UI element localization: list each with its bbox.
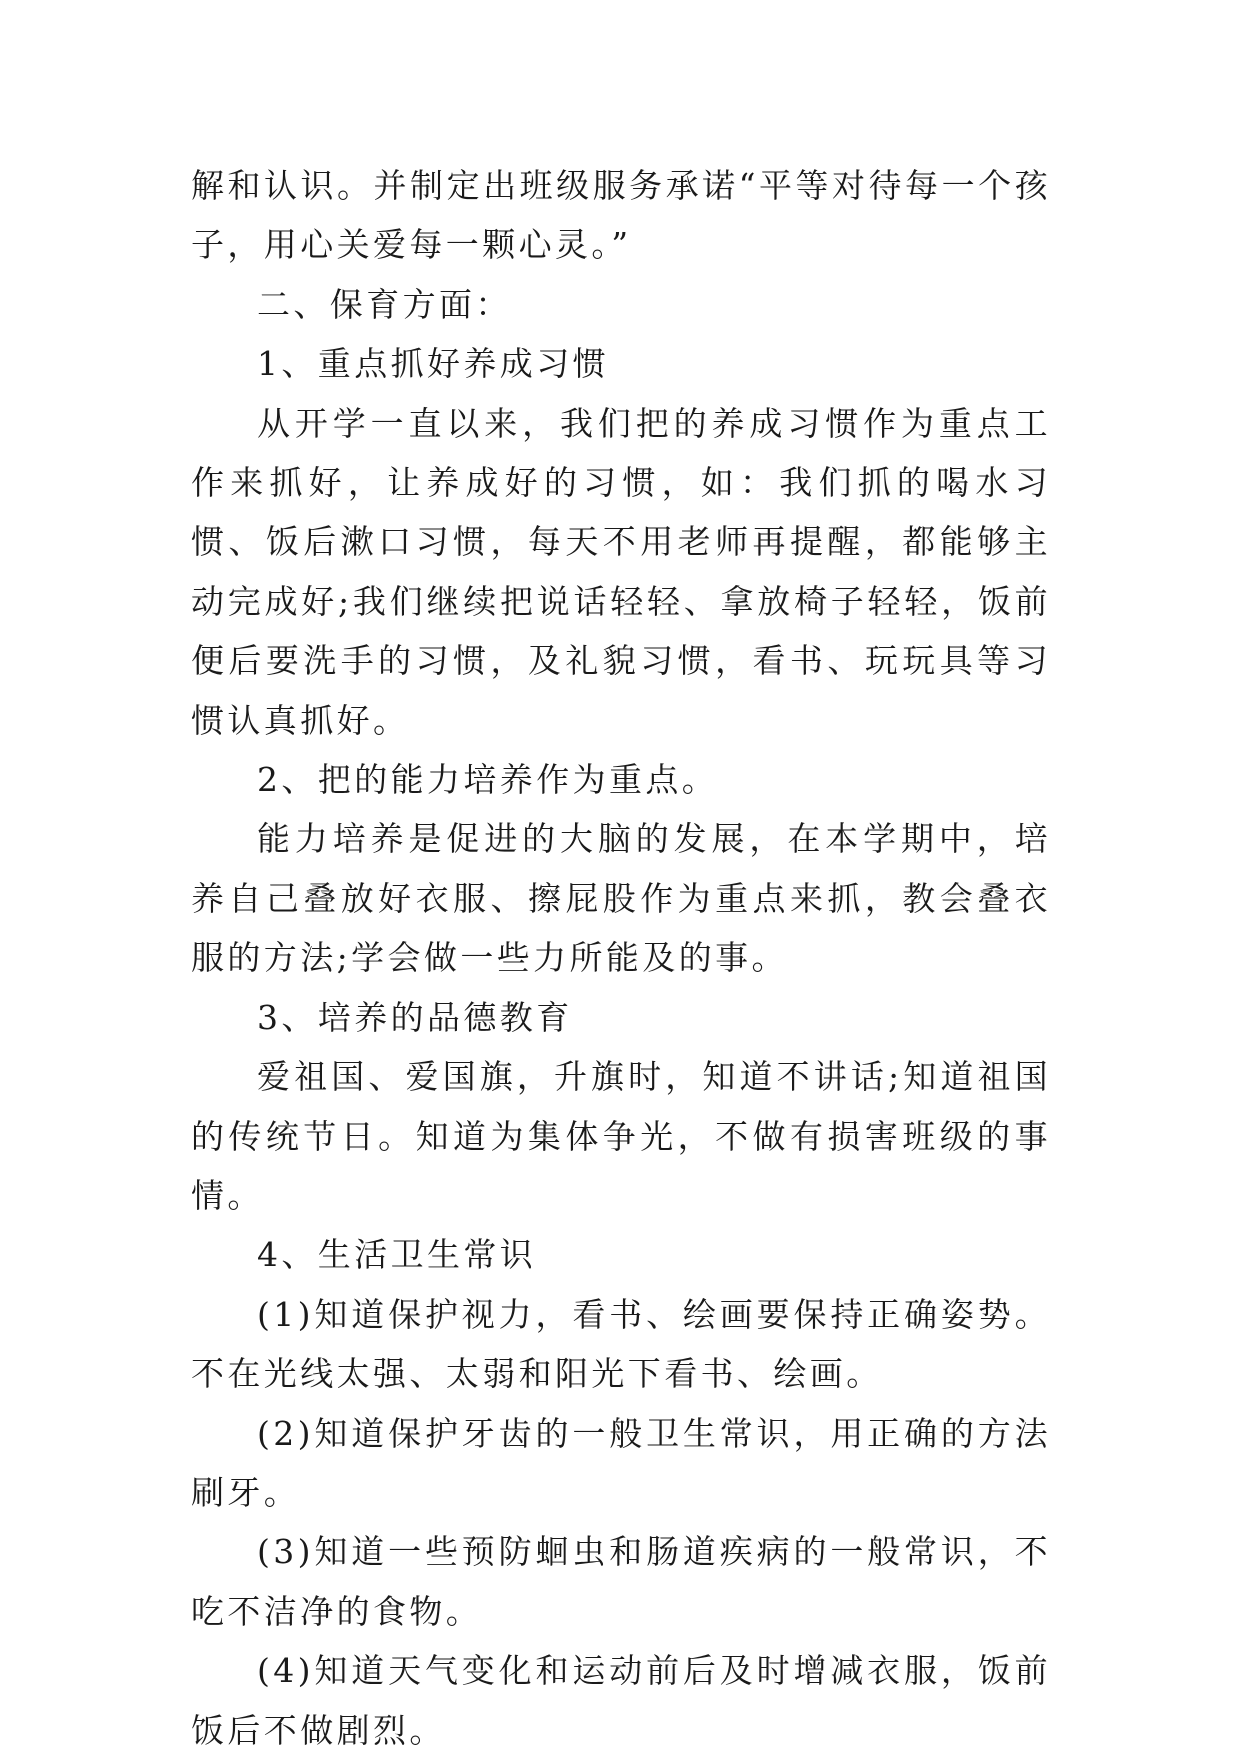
paragraph-habits: 从开学一直以来，我们把的养成习惯作为重点工作来抓好，让养成好的习惯，如：我们抓的喝水习惯、饭后漱口习惯，每天不用老师再提醒，都能够主动完成好;我们继续把说话轻轻、拿放椅子轻轻，饭前便后要洗手的习惯，及礼貌习惯，看书、玩玩具等习惯认真抓好。 <box>191 403 1051 740</box>
subheading-moral-education: 3、培养的品德教育 <box>257 997 573 1037</box>
subheading-habits: 1、重点抓好养成习惯 <box>257 344 609 384</box>
list-item-hygiene-4: (4)知道天气变化和运动前后及时增减衣服，饭前饭后不做剧烈。 <box>191 1651 1051 1750</box>
paragraph-moral-education: 爱祖国、爱国旗，升旗时，知道不讲话;知道祖国的传统节日。知道为集体争光，不做有损害班级的事情。 <box>191 1057 1051 1215</box>
list-item-hygiene-2: (2)知道保护牙齿的一般卫生常识，用正确的方法刷牙。 <box>191 1413 1051 1512</box>
subheading-hygiene: 4、生活卫生常识 <box>257 1235 537 1275</box>
paragraph-ability: 能力培养是促进的大脑的发展，在本学期中，培养自己叠放好衣服、擦屁股作为重点来抓，教会叠衣服的方法;学会做一些力所能及的事。 <box>191 819 1051 978</box>
document-body <box>191 156 1051 1760</box>
list-item-hygiene-1: (1)知道保护视力，看书、绘画要保持正确姿势。不在光线太强、太弱和阳光下看书、绘画。 <box>191 1294 1051 1394</box>
subheading-ability: 2、把的能力培养作为重点。 <box>257 760 719 800</box>
list-item-hygiene-3: (3)知道一些预防蛔虫和肠道疾病的一般常识，不吃不洁净的食物。 <box>191 1532 1051 1631</box>
section-heading-childcare: 二、保育方面： <box>257 284 512 324</box>
paragraph-continuation: 解和认识。并制定出班级服务承诺“平等对待每一个孩子，用心关爱每一颗心灵。” <box>191 166 1051 265</box>
